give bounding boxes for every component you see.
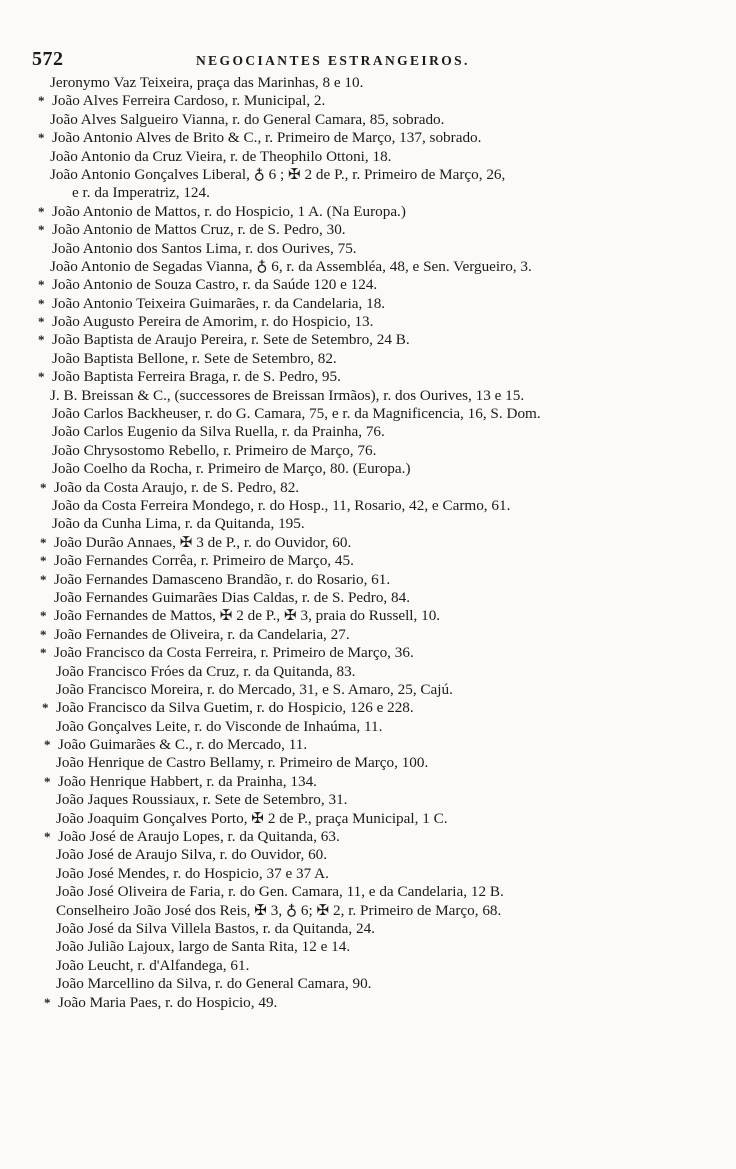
list-item <box>0 644 736 662</box>
list-item <box>0 387 736 405</box>
list-item <box>0 460 736 478</box>
list-item <box>0 295 736 313</box>
list-item <box>0 571 736 589</box>
entry-text: João Francisco da Costa Ferreira, r. Primeiro de Março, 36. <box>54 644 414 662</box>
entry-text: João Durão Annaes, ✠ 3 de P., r. do Ouvidor, 60. <box>54 533 352 551</box>
entry-text: João Julião Lajoux, largo de Santa Rita, 12 e 14. <box>56 938 351 956</box>
list-item <box>0 663 736 681</box>
list-item <box>0 810 736 828</box>
list-item <box>0 331 736 349</box>
list-item <box>0 957 736 975</box>
list-item <box>0 920 736 938</box>
list-item <box>0 313 736 331</box>
list-item <box>0 166 736 184</box>
entry-text: João Coelho da Rocha, r. Primeiro de Março, 80. (Europa.) <box>52 460 411 478</box>
running-title: NEGOCIANTES ESTRANGEIROS. <box>196 53 470 68</box>
asterisk-mark: * <box>38 130 45 146</box>
list-item <box>0 736 736 754</box>
entry-text: João José de Araujo Silva, r. do Ouvidor, 60. <box>56 846 328 864</box>
entry-text: João Fernandes de Oliveira, r. da Candelaria, 27. <box>54 625 350 643</box>
asterisk-mark: * <box>40 534 47 550</box>
page-header <box>32 48 672 74</box>
entry-text: Jeronymo Vaz Teixeira, praça das Marinhas, 8 e 10. <box>50 74 364 91</box>
entry-text: João Carlos Backheuser, r. do G. Camara, 75, e r. da Magnificencia, 16, S. Dom. <box>52 405 541 423</box>
entry-text: João Alves Ferreira Cardoso, r. Municipal, 2. <box>52 92 326 110</box>
list-item <box>0 902 736 920</box>
entry-text: João Augusto Pereira de Amorim, r. do Hospicio, 13. <box>52 313 374 331</box>
entry-text: J. B. Breissan & C., (successores de Breissan Irmãos), r. dos Ourives, 13 e 15. <box>50 386 525 404</box>
asterisk-mark: * <box>42 700 49 716</box>
entry-text: João José Oliveira de Faria, r. do Gen. Camara, 11, e da Candelaria, 12 B. <box>56 883 504 901</box>
list-item <box>0 92 736 110</box>
entry-text: João Alves Salgueiro Vianna, r. do General Camara, 85, sobrado. <box>50 110 445 128</box>
entry-text: João Baptista de Araujo Pereira, r. Sete de Setembro, 24 B. <box>52 331 410 349</box>
list-item <box>0 111 736 129</box>
entry-text: João José Mendes, r. do Hospicio, 37 e 37 A. <box>56 864 329 882</box>
entry-text: João Fernandes de Mattos, ✠ 2 de P., ✠ 3, praia do Russell, 10. <box>54 607 441 625</box>
list-item <box>0 865 736 883</box>
list-item <box>0 221 736 239</box>
entry-text: João Antonio dos Santos Lima, r. dos Ourives, 75. <box>52 239 357 257</box>
list-item <box>0 203 736 221</box>
entry-text: João Antonio Alves de Brito & C., r. Primeiro de Março, 137, sobrado. <box>52 129 482 147</box>
asterisk-mark: * <box>44 994 51 1010</box>
list-item <box>0 828 736 846</box>
asterisk-mark: * <box>38 314 45 330</box>
entry-text: João Baptista Bellone, r. Sete de Setembro, 82. <box>52 349 337 367</box>
list-item <box>0 423 736 441</box>
asterisk-mark: * <box>44 737 51 753</box>
asterisk-mark: * <box>38 295 45 311</box>
asterisk-mark: * <box>38 277 45 293</box>
asterisk-mark: * <box>40 626 47 642</box>
list-item-continuation <box>0 184 736 202</box>
list-item <box>0 883 736 901</box>
asterisk-mark: * <box>38 222 45 238</box>
entry-text: João da Costa Ferreira Mondego, r. do Hosp., 11, Rosario, 42, e Carmo, 61. <box>52 496 511 514</box>
entry-text: João Maria Paes, r. do Hospicio, 49. <box>58 993 278 1011</box>
entry-text: João Fernandes Guimarães Dias Caldas, r. de S. Pedro, 84. <box>54 588 410 606</box>
asterisk-mark: * <box>38 332 45 348</box>
list-item <box>0 497 736 515</box>
page-number: 572 <box>32 48 64 70</box>
list-item <box>0 681 736 699</box>
list-item <box>0 258 736 276</box>
entry-text: Conselheiro João José dos Reis, ✠ 3, ♁ 6; ✠ 2, r. Primeiro de Março, 68. <box>56 901 502 919</box>
entry-text: João Antonio de Segadas Vianna, ♁ 6, r. da Assembléa, 48, e Sen. Vergueiro, 3. <box>50 257 532 275</box>
list-item <box>0 515 736 533</box>
list-item <box>0 129 736 147</box>
entry-text: João Antonio de Mattos Cruz, r. de S. Pedro, 30. <box>52 221 346 239</box>
asterisk-mark: * <box>38 93 45 109</box>
entry-text: João Leucht, r. d'Alfandega, 61. <box>56 956 250 974</box>
entry-text: e r. da Imperatriz, 124. <box>72 184 210 202</box>
list-item <box>0 607 736 625</box>
entry-text: João Francisco da Silva Guetim, r. do Hospicio, 126 e 228. <box>56 699 414 717</box>
list-item <box>0 975 736 993</box>
list-item <box>0 552 736 570</box>
list-item <box>0 240 736 258</box>
list-item <box>0 479 736 497</box>
entry-text: João Gonçalves Leite, r. do Visconde de Inhaúma, 11. <box>56 717 383 735</box>
entry-text: João Marcellino da Silva, r. do General Camara, 90. <box>56 975 372 993</box>
entry-text: João Joaquim Gonçalves Porto, ✠ 2 de P., praça Municipal, 1 C. <box>56 809 448 827</box>
entry-text: João Carlos Eugenio da Silva Ruella, r. da Prainha, 76. <box>52 423 385 441</box>
directory-list <box>0 74 736 1012</box>
entry-text: João Antonio de Mattos, r. do Hospicio, 1 A. (Na Europa.) <box>52 202 406 220</box>
list-item <box>0 846 736 864</box>
list-item <box>0 791 736 809</box>
asterisk-mark: * <box>40 608 47 624</box>
list-item <box>0 368 736 386</box>
asterisk-mark: * <box>44 773 51 789</box>
list-item <box>0 699 736 717</box>
entry-text: João Fernandes Corrêa, r. Primeiro de Março, 45. <box>54 552 354 570</box>
entry-text: João da Cunha Lima, r. da Quitanda, 195. <box>52 515 305 533</box>
asterisk-mark: * <box>44 829 51 845</box>
entry-text: João Fernandes Damasceno Brandão, r. do Rosario, 61. <box>54 570 391 588</box>
asterisk-mark: * <box>40 553 47 569</box>
entry-text: João Francisco Moreira, r. do Mercado, 31, e S. Amaro, 25, Cajú. <box>56 680 453 698</box>
entry-text: João Jaques Roussiaux, r. Sete de Setembro, 31. <box>56 791 348 809</box>
list-item <box>0 442 736 460</box>
list-item <box>0 534 736 552</box>
entry-text: João Antonio Teixeira Guimarães, r. da Candelaria, 18. <box>52 294 386 312</box>
list-item <box>0 718 736 736</box>
asterisk-mark: * <box>38 203 45 219</box>
list-item <box>0 626 736 644</box>
entry-text: João José de Araujo Lopes, r. da Quitanda, 63. <box>58 828 340 846</box>
entry-text: João Henrique de Castro Bellamy, r. Primeiro de Março, 100. <box>56 754 429 772</box>
entry-text: João Henrique Habbert, r. da Prainha, 134. <box>58 772 317 790</box>
entry-text: João Antonio da Cruz Vieira, r. de Theophilo Ottoni, 18. <box>50 147 392 165</box>
asterisk-mark: * <box>40 645 47 661</box>
list-item <box>0 589 736 607</box>
entry-text: João Antonio Gonçalves Liberal, ♁ 6 ; ✠ 2 de P., r. Primeiro de Março, 26, <box>50 165 506 183</box>
list-item <box>0 754 736 772</box>
entry-text: João Francisco Fróes da Cruz, r. da Quitanda, 83. <box>56 662 356 680</box>
entry-text: João Antonio de Souza Castro, r. da Saúde 120 e 124. <box>52 276 378 294</box>
list-item <box>0 938 736 956</box>
asterisk-mark: * <box>40 571 47 587</box>
list-item <box>0 350 736 368</box>
list-item <box>0 773 736 791</box>
entry-text: João Baptista Ferreira Braga, r. de S. Pedro, 95. <box>52 368 341 386</box>
list-item <box>0 405 736 423</box>
list-item <box>0 148 736 166</box>
entry-text: João da Costa Araujo, r. de S. Pedro, 82. <box>54 478 300 496</box>
list-item <box>0 276 736 294</box>
list-item <box>0 74 736 92</box>
entry-text: João Guimarães & C., r. do Mercado, 11. <box>58 736 308 754</box>
entry-text: João Chrysostomo Rebello, r. Primeiro de Março, 76. <box>52 441 377 459</box>
asterisk-mark: * <box>38 369 45 385</box>
entry-text: João José da Silva Villela Bastos, r. da Quitanda, 24. <box>56 919 375 937</box>
asterisk-mark: * <box>40 479 47 495</box>
list-item <box>0 994 736 1012</box>
